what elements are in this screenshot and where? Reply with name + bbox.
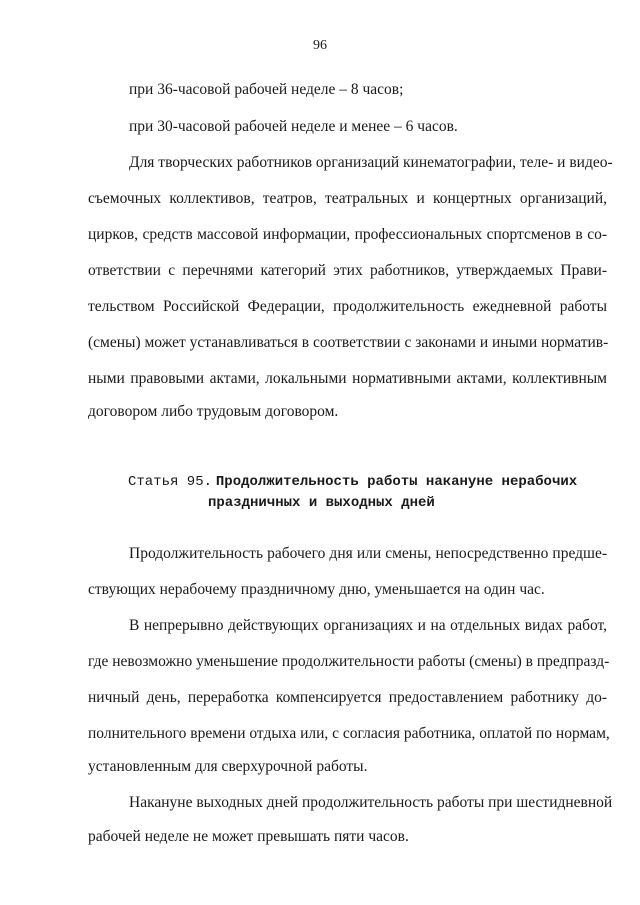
article-title-line1: Продолжительность работы накануне нерабочих bbox=[215, 474, 578, 490]
paragraph-line: (смены) может устанавливаться в соответствии с законами и иными норматив- bbox=[88, 334, 609, 351]
list-item: при 36-часовой рабочей неделе – 8 часов; bbox=[129, 81, 404, 98]
article-number: Статья 95. bbox=[128, 474, 213, 490]
paragraph-line: ствующих нерабочему праздничному дню, уменьшается на один час. bbox=[88, 581, 545, 598]
list-item: при 30-часовой рабочей неделе и менее – 6 часов. bbox=[129, 118, 458, 135]
paragraph-line: рабочей неделе не может превышать пяти часов. bbox=[88, 828, 409, 845]
paragraph-line: цирков, средств массовой информации, профессиональных спортсменов в со- bbox=[88, 226, 607, 243]
paragraph-line: ничный день, переработка компенсируется предоставлением работнику до- bbox=[88, 689, 607, 706]
paragraph-line: тельством Российской Федерации, продолжительность ежедневной работы bbox=[88, 298, 607, 315]
paragraph-line: съемочных коллективов, театров, театральных и концертных организаций, bbox=[88, 190, 607, 207]
paragraph-line: ответствии с перечнями категорий этих работников, утверждаемых Прави- bbox=[88, 262, 607, 279]
article-title-line2: праздничных и выходных дней bbox=[208, 495, 435, 511]
paragraph-line: В непрерывно действующих организациях и на отдельных видах работ, bbox=[129, 617, 607, 634]
paragraph-line: где невозможно уменьшение продолжительности работы (смены) в предпразд- bbox=[88, 653, 610, 670]
paragraph-line: договором либо трудовым договором. bbox=[88, 403, 339, 420]
paragraph-line: полнительного времени отдыха или, с согласия работника, оплатой по нормам, bbox=[88, 725, 610, 742]
paragraph-line: Для творческих работников организаций кинематографии, теле- и видео- bbox=[129, 154, 613, 171]
paragraph-line: Накануне выходных дней продолжительность работы при шестидневной bbox=[129, 794, 613, 811]
paragraph-line: ными правовыми актами, локальными нормативными актами, коллективным bbox=[88, 370, 607, 387]
page-number: 96 bbox=[313, 38, 327, 53]
paragraph-line: Продолжительность рабочего дня или смены, непосредственно предше- bbox=[129, 545, 607, 562]
paragraph-line: установленным для сверхурочной работы. bbox=[88, 758, 368, 775]
